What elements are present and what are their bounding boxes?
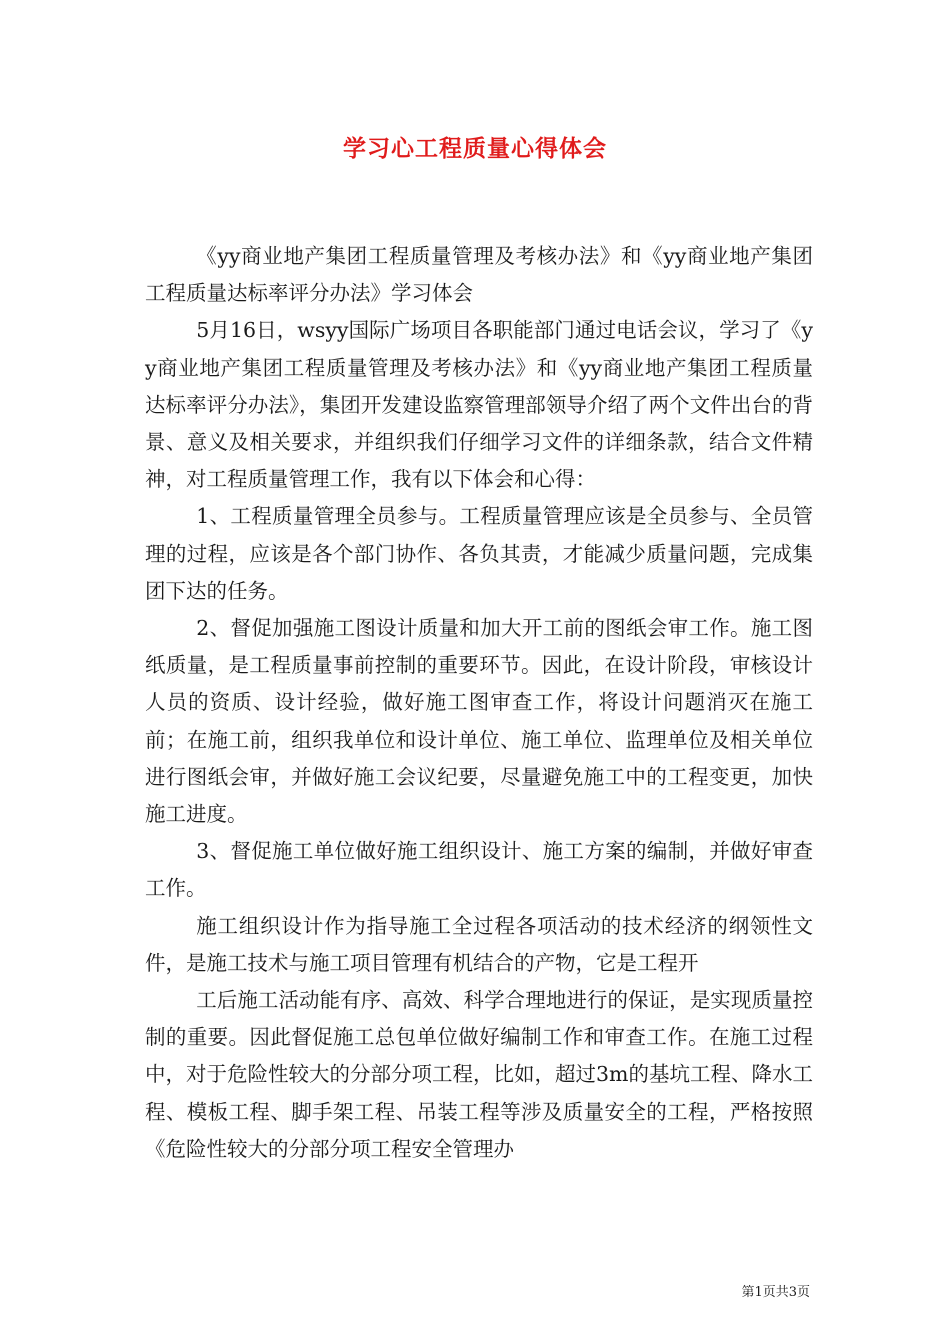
paragraph-meeting: 5月16日，wsyy国际广场项目各职能部门通过电话会议，学习了《yy商业地产集团工程质量管理及考核办法》和《yy商业地产集团工程质量达标率评分办法》，集团开发建设监察管理部领导介绍了两个文件出台的背景、意义及相关要求，并组织我们仔细学习文件的详细条款，结合文件精神，对工程质量管理工作，我有以下体会和心得： — [145, 318, 813, 492]
paragraph-point-2: 2、督促加强施工图设计质量和加大开工前的图纸会审工作。施工图纸质量，是工程质量事前控制的重要环节。因此，在设计阶段，审核设计人员的资质、设计经验，做好施工图审查工作，将设计问题消灭在施工前；在施工前，组织我单位和设计单位、施工单位、监理单位及相关单位进行图纸会审，并做好施工会议纪要，尽量避免施工中的工程变更，加快施工进度。 — [145, 616, 813, 827]
paragraph-construction-design: 施工组织设计作为指导施工全过程各项活动的技术经济的纲领性文件，是施工技术与施工项目管理有机结合的产物，它是工程开 — [145, 913, 813, 975]
paragraph-point-3: 3、督促施工单位做好施工组织设计、施工方案的编制，并做好审查工作。 — [145, 839, 813, 901]
document-body — [145, 238, 813, 1168]
document-title: 学习心工程质量心得体会 — [343, 135, 607, 162]
paragraph-construction-process: 工后施工活动能有序、高效、科学合理地进行的保证，是实现质量控制的重要。因此督促施工总包单位做好编制工作和审查工作。在施工过程中，对于危险性较大的分部分项工程，比如，超过3m的基坑工程、降水工程、模板工程、脚手架工程、吊装工程等涉及质量安全的工程，严格按照《危险性较大的分部分项工程安全管理办 — [145, 988, 813, 1161]
paragraph-point-1: 1、工程质量管理全员参与。工程质量管理应该是全员参与、全员管理的过程，应该是各个部门协作、各负其责，才能减少质量问题，完成集团下达的任务。 — [145, 504, 813, 603]
page-number: 第1页共3页 — [741, 1285, 810, 1300]
paragraph-intro: 《yy商业地产集团工程质量管理及考核办法》和《yy商业地产集团工程质量达标率评分办法》学习体会 — [145, 244, 813, 306]
